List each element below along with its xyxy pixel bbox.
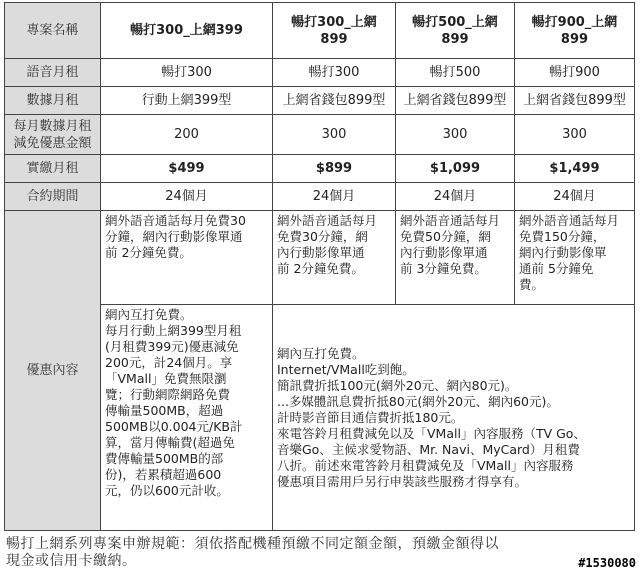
offer-top-3: [396, 211, 515, 305]
footer-line-1: 暢打上網系列專案申辦規範：須依搭配機種預繳不同定額金額，預繳金額得以: [6, 536, 499, 552]
discount-3: 300: [396, 115, 515, 155]
term-1: 24個月: [101, 183, 273, 211]
discount-4: 300: [515, 115, 635, 155]
label-offer: 優惠內容: [5, 211, 101, 531]
term-3: 24個月: [396, 183, 515, 211]
payment-4: $1,499: [515, 155, 635, 183]
label-plan-name: 專案名稱: [5, 3, 101, 59]
offer-top-2: [273, 211, 396, 305]
row-term: [5, 183, 635, 211]
data-3: 上網省錢包899型: [396, 87, 515, 115]
offer-top-4-text: 網外語音通話每月 免費150分鐘， 網內行動影像單 通前 5分鐘免 費。: [519, 213, 620, 292]
plan-name-2: 暢打300_上網 899: [273, 3, 396, 59]
reference-code: #1530080: [578, 556, 636, 570]
payment-2: $899: [273, 155, 396, 183]
offer-top-1-text: 網外語音通話每月免費30 分鐘，網內行動影像單通 前 2分鐘免費。: [105, 213, 246, 260]
row-data: [5, 87, 635, 115]
footer-line-2: 現金或信用卡繳納。: [6, 553, 137, 569]
label-data: 數據月租: [5, 87, 101, 115]
data-1: 行動上網399型: [101, 87, 273, 115]
data-4: 上網省錢包899型: [515, 87, 635, 115]
term-2: 24個月: [273, 183, 396, 211]
offer-top-4: [515, 211, 635, 305]
row-plan-name: [5, 3, 635, 59]
discount-2: 300: [273, 115, 396, 155]
voice-3: 暢打500: [396, 59, 515, 87]
offer-bottom-shared-text: 網內互打免費。 Internet/VMall吃到飽。 簡訊費折抵100元(網外20元、網內80元)。 ...多媒體訊息費折抵80元(網外20元、網內60元)。 計時影音節目通信費折抵180元。 來電答鈴月租費減免以及「VMall」內容服務（TV Go、 音樂Go、主候求愛物語、Mr. Navi、MyCard）月租費 八折。前述來電答鈴月租費減免及「VMall」內容服務 優惠項目需用戶另行申裝該些服務才得享有。: [277, 345, 586, 489]
offer-top-2-text: 網外語音通話每月 免費30分鐘，網 內行動影像單通 前 2分鐘免費。: [277, 213, 378, 276]
label-discount: 每月數據月租 減免優惠金額: [5, 115, 101, 155]
voice-2: 暢打300: [273, 59, 396, 87]
plan-name-1: 暢打300_上網399: [101, 3, 273, 59]
row-discount: [5, 115, 635, 155]
footer-note: [6, 536, 634, 570]
offer-top-3-text: 網外語音通話每月 免費50分鐘，網 內行動影像單通 前 3分鐘免費。: [400, 213, 501, 276]
payment-3: $1,099: [396, 155, 515, 183]
row-payment: [5, 155, 635, 183]
data-2: 上網省錢包899型: [273, 87, 396, 115]
row-offer-top: [5, 211, 635, 305]
plan-comparison-table: [4, 2, 635, 531]
offer-top-1: [101, 211, 273, 305]
label-payment: 實繳月租: [5, 155, 101, 183]
voice-1: 暢打300: [101, 59, 273, 87]
discount-1: 200: [101, 115, 273, 155]
payment-1: $499: [101, 155, 273, 183]
plan-name-3: 暢打500_上網 899: [396, 3, 515, 59]
offer-bottom-1: [101, 305, 273, 531]
offer-bottom-shared: [273, 305, 635, 531]
term-4: 24個月: [515, 183, 635, 211]
label-term: 合約期間: [5, 183, 101, 211]
plan-name-4: 暢打900_上網 899: [515, 3, 635, 59]
row-voice: [5, 59, 635, 87]
voice-4: 暢打900: [515, 59, 635, 87]
offer-bottom-1-text: 網內互打免費。 每月行動上網399型月租 (月租費399元)優惠減免 200元，計24個月。享 「VMall」免費無限瀏 覽；行動網際網路免費 傳輸量500MB，超過 500MB以0.004元/KB計 算，當月傳輸費(超過免 費傳輸量500MB的部 份)，若累積超過600 元，仍以600元計收。: [105, 307, 243, 498]
label-voice: 語音月租: [5, 59, 101, 87]
